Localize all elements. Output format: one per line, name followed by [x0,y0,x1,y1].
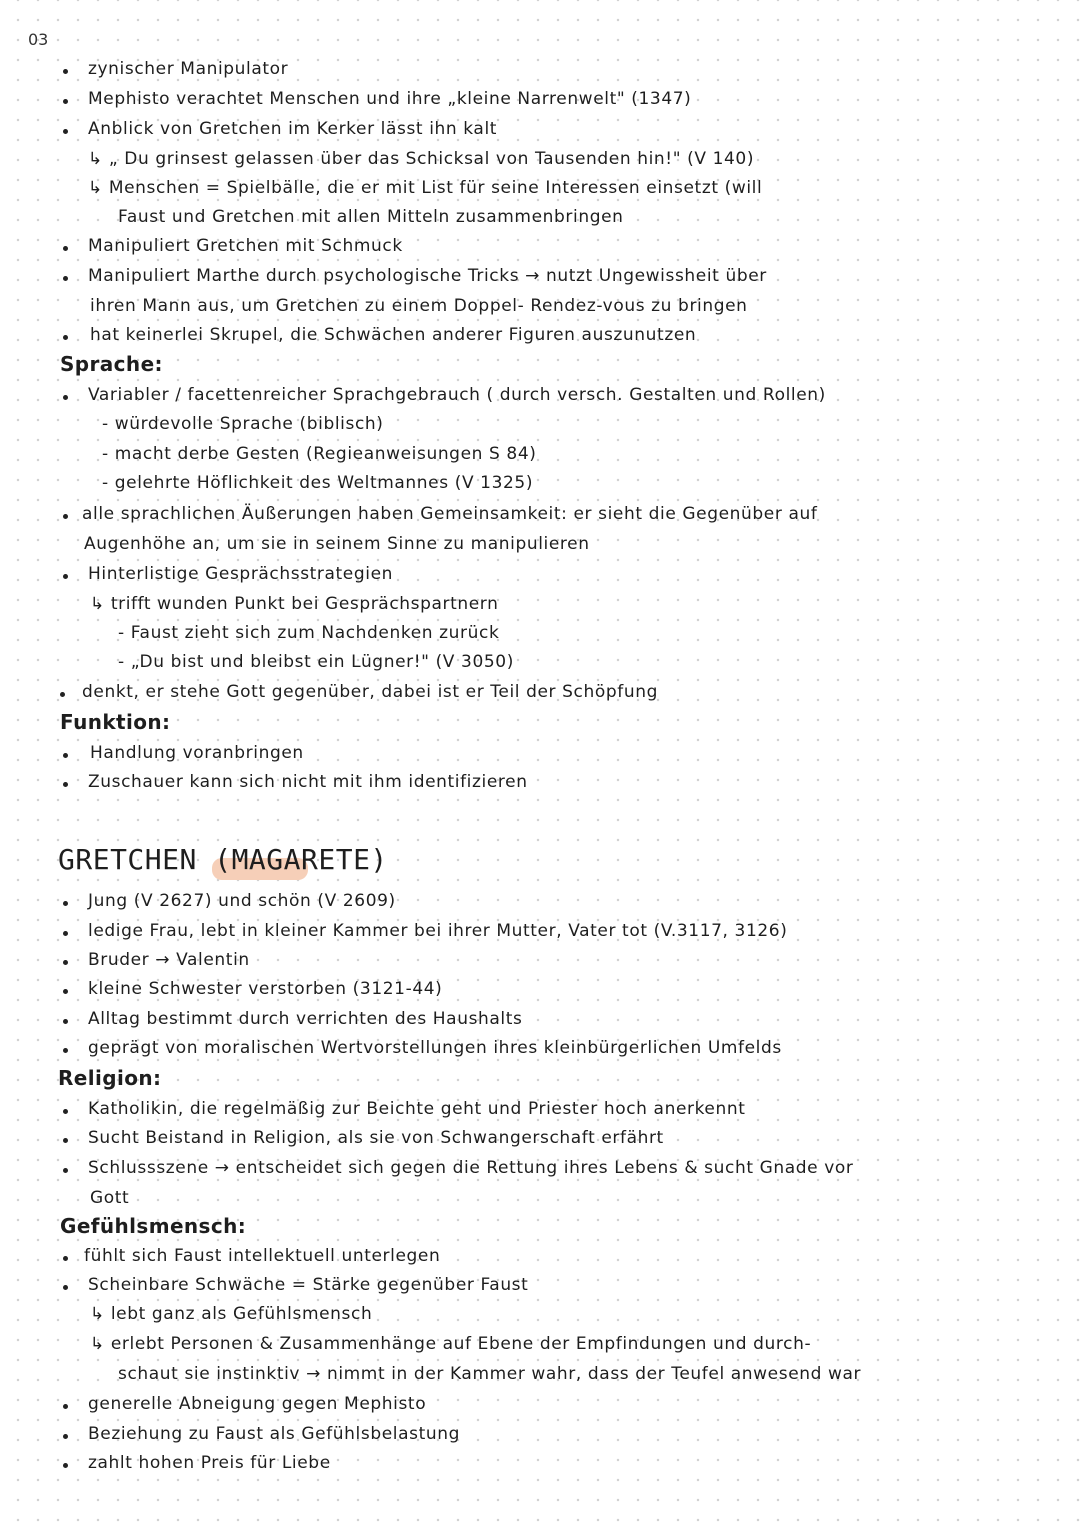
note-line: generelle Abneigung gegen Mephisto [88,1394,427,1414]
bullet [63,1285,68,1290]
bullet [63,753,68,758]
section-heading-religion: Religion: [58,1066,162,1090]
note-line: Manipuliert Marthe durch psychologische Tricks → nutzt Ungewissheit über [88,266,767,286]
note-line: ↳ lebt ganz als Gefühlsmensch [90,1304,373,1324]
section-heading-sprache: Sprache: [60,352,163,376]
note-line: Variabler / facettenreicher Sprachgebrauch ( durch versch. Gestalten und Rollen) [88,385,826,405]
note-line: ledige Frau, lebt in kleiner Kammer bei ihrer Mutter, Vater tot (V.3117, 3126) [88,921,788,941]
note-line: zahlt hohen Preis für Liebe [88,1453,331,1473]
note-line: Scheinbare Schwäche = Stärke gegenüber Faust [88,1275,529,1295]
note-line: Bruder → Valentin [88,950,250,970]
note-line: Gott [90,1188,130,1208]
note-line: - macht derbe Gesten (Regieanweisungen S 84) [102,444,537,464]
note-line: Manipuliert Gretchen mit Schmuck [88,236,403,256]
note-line: denkt, er stehe Gott gegenüber, dabei ist er Teil der Schöpfung [82,682,658,702]
note-line: Zuschauer kann sich nicht mit ihm identifizieren [88,772,528,792]
bullet [63,1434,68,1439]
note-line: - Faust zieht sich zum Nachdenken zurück [118,623,500,643]
bullet [63,574,68,579]
note-line: Mephisto verachtet Menschen und ihre „kleine Narrenwelt" (1347) [88,89,692,109]
note-line: ↳ trifft wunden Punkt bei Gesprächspartnern [90,594,499,614]
bullet [63,1138,68,1143]
bullet [63,69,68,74]
note-line: ↳ „ Du grinsest gelassen über das Schicksal von Tausenden hin!" (V 140) [88,149,755,169]
note-line: Katholikin, die regelmäßig zur Beichte geht und Priester hoch anerkennt [88,1099,746,1119]
bullet [63,1463,68,1468]
note-line: Alltag bestimmt durch verrichten des Haushalts [88,1009,523,1029]
note-line: hat keinerlei Skrupel, die Schwächen anderer Figuren auszunutzen [90,325,697,345]
bullet [63,1019,68,1024]
bullet [63,335,68,340]
note-line: ihren Mann aus, um Gretchen zu einem Doppel- Rendez-vous zu bringen [90,296,748,316]
note-line: Beziehung zu Faust als Gefühlsbelastung [88,1424,460,1444]
bullet [63,1404,68,1409]
bullet [63,1109,68,1114]
bullet [63,782,68,787]
note-line: Jung (V 2627) und schön (V 2609) [88,891,396,911]
note-line: - gelehrte Höflichkeit des Weltmannes (V 1325) [102,473,534,493]
bullet [63,246,68,251]
note-line: Anblick von Gretchen im Kerker lässt ihn kalt [88,119,498,139]
bullet [63,901,68,906]
bullet [63,1168,68,1173]
note-line: Faust und Gretchen mit allen Mitteln zusammenbringen [118,207,624,227]
page-number: 03 [28,30,49,49]
bullet [63,989,68,994]
bullet [63,931,68,936]
bullet [60,692,65,697]
section-heading-funktion: Funktion: [60,710,171,734]
section-title-gretchen: GRETCHEN (MAGARETE) [58,843,388,876]
bullet [63,960,68,965]
note-line: Augenhöhe an, um sie in seinem Sinne zu manipulieren [84,534,590,554]
note-line: - würdevolle Sprache (biblisch) [102,414,384,434]
bullet [63,1256,68,1261]
note-line: - „Du bist und bleibst ein Lügner!" (V 3050) [118,652,514,672]
note-line: Sucht Beistand in Religion, als sie von Schwangerschaft erfährt [88,1128,664,1148]
note-line: kleine Schwester verstorben (3121-44) [88,979,443,999]
bullet [63,129,68,134]
note-line: alle sprachlichen Äußerungen haben Gemeinsamkeit: er sieht die Gegenüber auf [82,504,818,524]
bullet [63,514,68,519]
note-line: geprägt von moralischen Wertvorstellungen ihres kleinbürgerlichen Umfelds [88,1038,782,1058]
note-line: Handlung voranbringen [90,743,304,763]
note-line: fühlt sich Faust intellektuell unterlegen [84,1246,441,1266]
note-line: ↳ erlebt Personen & Zusammenhänge auf Ebene der Empfindungen und durch- [90,1334,812,1354]
note-line: zynischer Manipulator [88,59,289,79]
note-line: Schlussszene → entscheidet sich gegen die Rettung ihres Lebens & sucht Gnade vor [88,1158,854,1178]
bullet [63,276,68,281]
bullet [63,1048,68,1053]
note-line: Hinterlistige Gesprächsstrategien [88,564,394,584]
note-line: schaut sie instinktiv → nimmt in der Kammer wahr, dass der Teufel anwesend war [118,1364,862,1384]
section-heading-gefuehlsmensch: Gefühlsmensch: [60,1214,247,1238]
note-line: ↳ Menschen = Spielbälle, die er mit List für seine Interessen einsetzt (will [88,178,763,198]
bullet [63,99,68,104]
bullet [63,395,68,400]
